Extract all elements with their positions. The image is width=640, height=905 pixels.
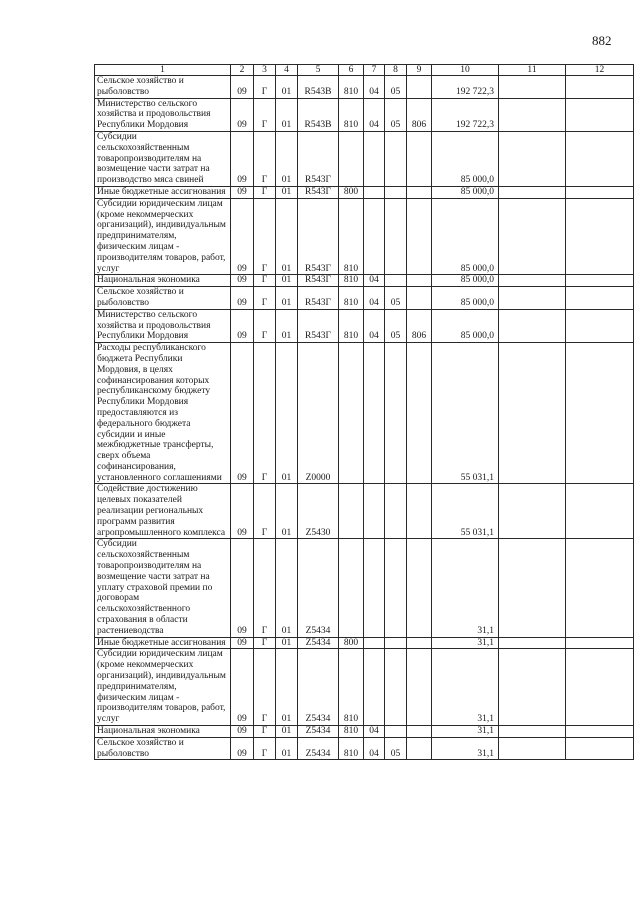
code-3-cell: Г (254, 131, 276, 186)
code-3-cell: Г (254, 198, 276, 275)
expense-type-cell: 810 (339, 649, 364, 726)
code-3-cell: Г (254, 343, 276, 484)
table-row (95, 76, 634, 99)
ministry-code-cell (407, 275, 432, 287)
column-header: 6 (339, 65, 364, 76)
column-header: 9 (407, 65, 432, 76)
section-cell (364, 637, 385, 649)
ministry-code-cell (407, 637, 432, 649)
column-12-cell (566, 309, 634, 342)
column-header: 2 (231, 65, 254, 76)
column-header: 8 (385, 65, 407, 76)
row-name-cell: Национальная экономика (95, 275, 231, 287)
row-name-cell: Субсидии сельскохозяйственным товаропроизводителям на возмещение части затрат на уплату страховой премии по договорам сельскохозяйственного страхования в области растениеводства (95, 539, 231, 637)
target-article-cell: R543Г (298, 198, 339, 275)
expense-type-cell: 810 (339, 737, 364, 760)
column-11-cell (499, 98, 566, 131)
subsection-cell (385, 131, 407, 186)
amount-cell: 55 031,1 (432, 343, 499, 484)
code-3-cell: Г (254, 275, 276, 287)
ministry-code-cell (407, 484, 432, 539)
target-article-cell: Z0000 (298, 343, 339, 484)
table-row (95, 287, 634, 310)
column-11-cell (499, 737, 566, 760)
expense-type-cell (339, 539, 364, 637)
code-3-cell: Г (254, 649, 276, 726)
ministry-code-cell (407, 649, 432, 726)
code-4-cell: 01 (276, 186, 298, 198)
code-3-cell: Г (254, 186, 276, 198)
column-header: 11 (499, 65, 566, 76)
code-3-cell: Г (254, 637, 276, 649)
code-4-cell: 01 (276, 275, 298, 287)
table-row (95, 98, 634, 131)
amount-cell: 31,1 (432, 637, 499, 649)
table-row (95, 484, 634, 539)
ministry-code-cell (407, 737, 432, 760)
row-name-cell: Расходы республиканского бюджета Республики Мордовия, в целях софинансирования которых республиканскому бюджету Республики Мордовия предоставляются из федерального бюджета субсидии и иные межбюджетные трансферты, сверх объема софинансирования, установленного соглашениями (95, 343, 231, 484)
column-11-cell (499, 343, 566, 484)
section-cell: 04 (364, 98, 385, 131)
code-4-cell: 01 (276, 198, 298, 275)
expense-type-cell: 810 (339, 309, 364, 342)
table-row (95, 726, 634, 738)
subsection-cell (385, 198, 407, 275)
expense-type-cell: 810 (339, 275, 364, 287)
column-11-cell (499, 186, 566, 198)
ministry-code-cell (407, 76, 432, 99)
code-4-cell: 01 (276, 76, 298, 99)
row-name-cell: Субсидии юридическим лицам (кроме некоммерческих организаций), индивидуальным предпринимателям, физическим лицам - производителям товаров, работ, услуг (95, 649, 231, 726)
code-2-cell: 09 (231, 737, 254, 760)
ministry-code-cell (407, 131, 432, 186)
expense-type-cell: 810 (339, 726, 364, 738)
code-3-cell: Г (254, 484, 276, 539)
column-12-cell (566, 98, 634, 131)
ministry-code-cell: 806 (407, 98, 432, 131)
amount-cell: 31,1 (432, 726, 499, 738)
section-cell (364, 186, 385, 198)
code-2-cell: 09 (231, 76, 254, 99)
column-12-cell (566, 637, 634, 649)
subsection-cell: 05 (385, 287, 407, 310)
code-4-cell: 01 (276, 484, 298, 539)
column-12-cell (566, 76, 634, 99)
page-number: 882 (592, 33, 612, 48)
code-2-cell: 09 (231, 649, 254, 726)
expense-type-cell (339, 484, 364, 539)
subsection-cell (385, 637, 407, 649)
code-3-cell: Г (254, 726, 276, 738)
expense-type-cell: 810 (339, 198, 364, 275)
code-2-cell: 09 (231, 287, 254, 310)
code-2-cell: 09 (231, 275, 254, 287)
code-3-cell: Г (254, 287, 276, 310)
amount-cell: 31,1 (432, 737, 499, 760)
column-12-cell (566, 131, 634, 186)
column-header: 10 (432, 65, 499, 76)
code-4-cell: 01 (276, 539, 298, 637)
amount-cell: 85 000,0 (432, 131, 499, 186)
code-2-cell: 09 (231, 186, 254, 198)
expense-type-cell: 810 (339, 287, 364, 310)
code-4-cell: 01 (276, 343, 298, 484)
code-3-cell: Г (254, 309, 276, 342)
column-12-cell (566, 484, 634, 539)
column-11-cell (499, 726, 566, 738)
subsection-cell: 05 (385, 98, 407, 131)
row-name-cell: Сельское хозяйство и рыболовство (95, 76, 231, 99)
table-row (95, 309, 634, 342)
code-4-cell: 01 (276, 649, 298, 726)
section-cell: 04 (364, 275, 385, 287)
section-cell (364, 484, 385, 539)
column-12-cell (566, 275, 634, 287)
amount-cell: 31,1 (432, 649, 499, 726)
table-body (95, 76, 634, 760)
target-article-cell: Z5434 (298, 637, 339, 649)
expense-type-cell (339, 131, 364, 186)
code-2-cell: 09 (231, 343, 254, 484)
target-article-cell: R543Г (298, 131, 339, 186)
column-header: 7 (364, 65, 385, 76)
column-11-cell (499, 649, 566, 726)
amount-cell: 55 031,1 (432, 484, 499, 539)
expense-type-cell: 810 (339, 76, 364, 99)
column-11-cell (499, 309, 566, 342)
row-name-cell: Сельское хозяйство и рыболовство (95, 737, 231, 760)
ministry-code-cell (407, 198, 432, 275)
amount-cell: 85 000,0 (432, 287, 499, 310)
column-header: 4 (276, 65, 298, 76)
section-cell (364, 649, 385, 726)
column-12-cell (566, 198, 634, 275)
column-12-cell (566, 343, 634, 484)
row-name-cell: Субсидии юридическим лицам (кроме некоммерческих организаций), индивидуальным предпринимателям, физическим лицам - производителям товаров, работ, услуг (95, 198, 231, 275)
section-cell (364, 539, 385, 637)
subsection-cell: 05 (385, 737, 407, 760)
code-4-cell: 01 (276, 737, 298, 760)
row-name-cell: Национальная экономика (95, 726, 231, 738)
column-header: 12 (566, 65, 634, 76)
column-12-cell (566, 737, 634, 760)
row-name-cell: Иные бюджетные ассигнования (95, 186, 231, 198)
column-11-cell (499, 287, 566, 310)
row-name-cell: Иные бюджетные ассигнования (95, 637, 231, 649)
code-2-cell: 09 (231, 539, 254, 637)
ministry-code-cell (407, 343, 432, 484)
code-2-cell: 09 (231, 637, 254, 649)
column-11-cell (499, 275, 566, 287)
expense-type-cell: 810 (339, 98, 364, 131)
section-cell: 04 (364, 737, 385, 760)
code-4-cell: 01 (276, 287, 298, 310)
table-row (95, 131, 634, 186)
column-header: 5 (298, 65, 339, 76)
row-name-cell: Министерство сельского хозяйства и продовольствия Республики Мордовия (95, 309, 231, 342)
target-article-cell: R543B (298, 98, 339, 131)
target-article-cell: R543Г (298, 287, 339, 310)
code-2-cell: 09 (231, 309, 254, 342)
code-3-cell: Г (254, 539, 276, 637)
code-2-cell: 09 (231, 484, 254, 539)
ministry-code-cell: 806 (407, 309, 432, 342)
ministry-code-cell (407, 186, 432, 198)
subsection-cell: 05 (385, 76, 407, 99)
target-article-cell: R543Г (298, 275, 339, 287)
column-11-cell (499, 131, 566, 186)
column-12-cell (566, 539, 634, 637)
table-row (95, 186, 634, 198)
subsection-cell (385, 649, 407, 726)
column-header: 3 (254, 65, 276, 76)
table-row (95, 737, 634, 760)
section-cell (364, 131, 385, 186)
row-name-cell: Министерство сельского хозяйства и продовольствия Республики Мордовия (95, 98, 231, 131)
code-2-cell: 09 (231, 726, 254, 738)
section-cell: 04 (364, 76, 385, 99)
table-row (95, 637, 634, 649)
column-12-cell (566, 186, 634, 198)
amount-cell: 85 000,0 (432, 275, 499, 287)
column-11-cell (499, 484, 566, 539)
code-3-cell: Г (254, 98, 276, 131)
amount-cell: 192 722,3 (432, 98, 499, 131)
target-article-cell: Z5434 (298, 726, 339, 738)
row-name-cell: Содействие достижению целевых показателей реализации региональных программ развития агропромышленного комплекса (95, 484, 231, 539)
code-2-cell: 09 (231, 198, 254, 275)
subsection-cell (385, 343, 407, 484)
budget-table (94, 64, 634, 760)
column-12-cell (566, 726, 634, 738)
code-4-cell: 01 (276, 637, 298, 649)
column-11-cell (499, 539, 566, 637)
table-row (95, 343, 634, 484)
amount-cell: 192 722,3 (432, 76, 499, 99)
ministry-code-cell (407, 539, 432, 637)
amount-cell: 85 000,0 (432, 309, 499, 342)
table-row (95, 198, 634, 275)
subsection-cell: 05 (385, 309, 407, 342)
code-2-cell: 09 (231, 131, 254, 186)
table-row (95, 649, 634, 726)
section-cell: 04 (364, 726, 385, 738)
code-3-cell: Г (254, 737, 276, 760)
row-name-cell: Субсидии сельскохозяйственным товаропроизводителям на возмещение части затрат на производство мяса свиней (95, 131, 231, 186)
subsection-cell (385, 539, 407, 637)
expense-type-cell (339, 343, 364, 484)
target-article-cell: R543Г (298, 186, 339, 198)
expense-type-cell: 800 (339, 637, 364, 649)
target-article-cell: Z5434 (298, 539, 339, 637)
ministry-code-cell (407, 287, 432, 310)
row-name-cell: Сельское хозяйство и рыболовство (95, 287, 231, 310)
header-row (95, 65, 634, 76)
target-article-cell: Z5434 (298, 737, 339, 760)
code-4-cell: 01 (276, 726, 298, 738)
target-article-cell: Z5430 (298, 484, 339, 539)
column-11-cell (499, 637, 566, 649)
code-3-cell: Г (254, 76, 276, 99)
column-header: 1 (95, 65, 231, 76)
amount-cell: 85 000,0 (432, 198, 499, 275)
section-cell (364, 343, 385, 484)
amount-cell: 31,1 (432, 539, 499, 637)
code-4-cell: 01 (276, 309, 298, 342)
section-cell: 04 (364, 287, 385, 310)
expense-type-cell: 800 (339, 186, 364, 198)
column-12-cell (566, 287, 634, 310)
column-11-cell (499, 198, 566, 275)
table-row (95, 539, 634, 637)
subsection-cell (385, 275, 407, 287)
subsection-cell (385, 186, 407, 198)
ministry-code-cell (407, 726, 432, 738)
subsection-cell (385, 484, 407, 539)
target-article-cell: R543Г (298, 309, 339, 342)
table-row (95, 275, 634, 287)
code-4-cell: 01 (276, 131, 298, 186)
code-4-cell: 01 (276, 98, 298, 131)
column-12-cell (566, 649, 634, 726)
target-article-cell: R543B (298, 76, 339, 99)
amount-cell: 85 000,0 (432, 186, 499, 198)
section-cell: 04 (364, 309, 385, 342)
subsection-cell (385, 726, 407, 738)
code-2-cell: 09 (231, 98, 254, 131)
target-article-cell: Z5434 (298, 649, 339, 726)
column-11-cell (499, 76, 566, 99)
section-cell (364, 198, 385, 275)
